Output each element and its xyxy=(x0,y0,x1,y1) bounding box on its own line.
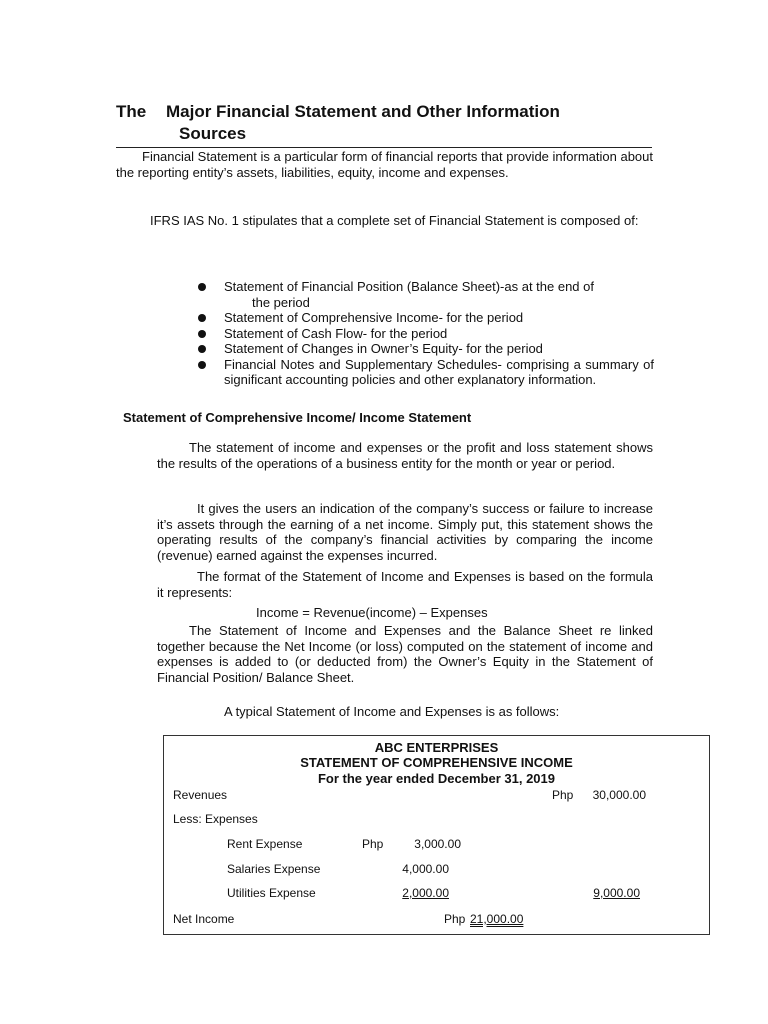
bullet-icon xyxy=(198,330,206,338)
list-item xyxy=(196,341,654,357)
bullet-icon xyxy=(198,314,206,322)
revenues-label: Revenues xyxy=(173,788,228,802)
utilities-expense-amount: 2,000.00 xyxy=(402,886,449,900)
list-item-text: Statement of Financial Position (Balance Sheet)-as at the end of xyxy=(224,279,594,294)
salaries-expense-label: Salaries Expense xyxy=(227,862,321,876)
paragraph-financial-statement: Financial Statement is a particular form of financial reports that provide information about the reporting entity’s assets, liabilities, equity, income and expenses. xyxy=(116,149,653,180)
title-divider xyxy=(116,147,652,148)
list-item-continuation: the period xyxy=(252,294,310,310)
paragraph-income-statement: The statement of income and expenses or the profit and loss statement shows the results of the operations of a business entity for the month or year or period. xyxy=(157,440,653,471)
net-income-label: Net Income xyxy=(173,912,235,926)
list-item xyxy=(196,310,654,326)
list-item xyxy=(196,326,654,342)
title-word-the: The xyxy=(116,102,147,121)
less-expenses-label: Less: Expenses xyxy=(173,812,258,826)
utilities-expense-label: Utilities Expense xyxy=(227,886,316,900)
revenues-currency: Php xyxy=(552,788,574,802)
paragraph-format: The format of the Statement of Income and Expenses is based on the formula it represents: xyxy=(157,569,653,600)
section-subheading: Statement of Comprehensive Income/ Income Statement xyxy=(123,410,472,425)
list-item-text: Statement of Cash Flow- for the period xyxy=(224,325,448,341)
paragraph-ifrs: IFRS IAS No. 1 stipulates that a complete set of Financial Statement is composed of: xyxy=(150,213,639,228)
statement-title: STATEMENT OF COMPREHENSIVE INCOME xyxy=(300,755,573,770)
salaries-expense-amount: 4,000.00 xyxy=(402,862,449,876)
title-line-2: Sources xyxy=(179,124,247,143)
list-item xyxy=(196,357,654,388)
statement-period: For the year ended December 31, 2019 xyxy=(317,771,555,786)
paragraph-linked: The Statement of Income and Expenses and the Balance Sheet re linked together because the Net Income (or loss) computed on the statement of income and expenses is added to (or deducted from) the Owner’s Equity in the Statement of Financial Position/ Balance Sheet. xyxy=(157,623,653,685)
income-formula: Income = Revenue(income) – Expenses xyxy=(256,605,488,620)
title-line-1-rest: Major Financial Statement and Other Information xyxy=(166,102,560,121)
rent-expense-currency: Php xyxy=(362,837,384,851)
list-item xyxy=(196,279,654,310)
paragraph-typical: A typical Statement of Income and Expenses is as follows: xyxy=(224,704,560,719)
net-income-currency: Php xyxy=(444,912,466,926)
rent-expense-label: Rent Expense xyxy=(227,837,303,851)
bullet-icon xyxy=(198,361,206,369)
rent-expense-amount: 3,000.00 xyxy=(414,837,461,851)
list-item-text: Financial Notes and Supplementary Schedules- comprising a summary of significant accounting policies and other explanatory information. xyxy=(224,356,654,387)
list-item-text: Statement of Changes in Owner’s Equity- for the period xyxy=(224,341,543,356)
bullet-icon xyxy=(198,283,206,291)
list-item-text: Statement of Comprehensive Income- for the period xyxy=(224,310,524,325)
net-income-amount: 21,000.00 xyxy=(470,912,524,926)
statement-company: ABC ENTERPRISES xyxy=(374,740,499,755)
components-list xyxy=(196,279,654,388)
paragraph-indication: It gives the users an indication of the company’s success or failure to increase it’s assets through the earning of a net income. Simply put, this statement shows the operating results of the company’s financial activities by comparing the income (revenue) earned against the expenses incurred. xyxy=(157,501,653,563)
revenues-amount: 30,000.00 xyxy=(592,788,646,802)
document-title xyxy=(116,101,656,145)
title-line-1 xyxy=(116,101,656,123)
total-expenses-amount: 9,000.00 xyxy=(593,886,640,900)
income-statement-box xyxy=(163,735,710,935)
bullet-icon xyxy=(198,345,206,353)
